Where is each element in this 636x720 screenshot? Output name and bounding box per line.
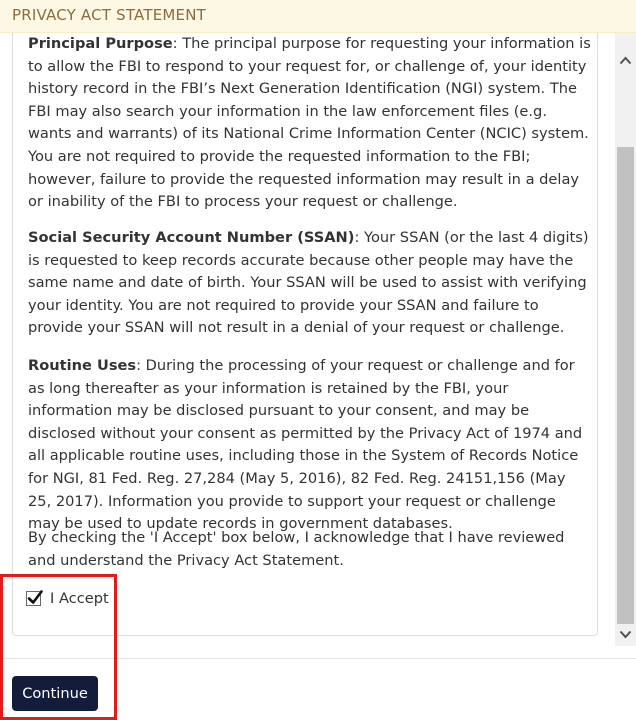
modal-header [0, 0, 636, 33]
accept-label[interactable]: I Accept [50, 589, 109, 607]
scroll-up-button[interactable] [615, 47, 636, 73]
principal-purpose-heading: Principal Purpose [28, 35, 173, 52]
scroll-thumb[interactable] [617, 147, 634, 624]
chevron-down-icon [619, 630, 632, 639]
ssan-heading: Social Security Account Number (SSAN) [28, 229, 355, 246]
principal-purpose-text: : The principal purpose for requesting your information is to allow the FBI to respond to your request for, or challenge of, your identity history record in the FBI’s Next Generation Identification (NGI) system. The FBI may also search your information in the law enforcement files (e.g. wants and warrants) of its National Crime Information Center (NCIC) system. You are not required to provide the requested information to the FBI; however, failure to provide the requested information may result in a delay or inability of the FBI to process your request or challenge. [28, 35, 591, 211]
ssan-paragraph [28, 227, 592, 340]
principal-purpose-paragraph [28, 33, 592, 214]
ssan-text: : Your SSAN (or the last 4 digits) is requested to keep records accurate because other people may have the same name and date of birth. Your SSAN will be used to assist with verifying your identity. You are not required to provide your SSAN and failure to provide your SSAN will not result in a denial of your request or challenge. [28, 229, 589, 337]
chevron-up-icon [619, 56, 632, 65]
scroll-down-button[interactable] [615, 621, 636, 647]
continue-button[interactable]: Continue [12, 676, 98, 711]
routine-uses-heading: Routine Uses [28, 357, 137, 374]
highlight-box [0, 574, 117, 720]
acknowledgement-text: By checking the 'I Accept' box below, I acknowledge that I have reviewed and understand the Privacy Act Statement. [28, 529, 565, 569]
routine-uses-paragraph [28, 355, 592, 536]
routine-uses-text: : During the processing of your request or challenge and for as long thereafter as your information is retained by the FBI, your information may be disclosed pursuant to your consent, and may be disclosed without your consent as permitted by the Privacy Act of 1974 and all applicable routine uses, including those in the System of Records Notice for NGI, 81 Fed. Reg. 27,284 (May 5, 2016), 82 Fed. Reg. 24151,156 (May 25, 2017). Information you provide to support your request or challenge may be used to update records in government databases. [28, 357, 583, 533]
page-title: PRIVACY ACT STATEMENT [12, 6, 206, 24]
scrollbar[interactable] [615, 33, 636, 646]
